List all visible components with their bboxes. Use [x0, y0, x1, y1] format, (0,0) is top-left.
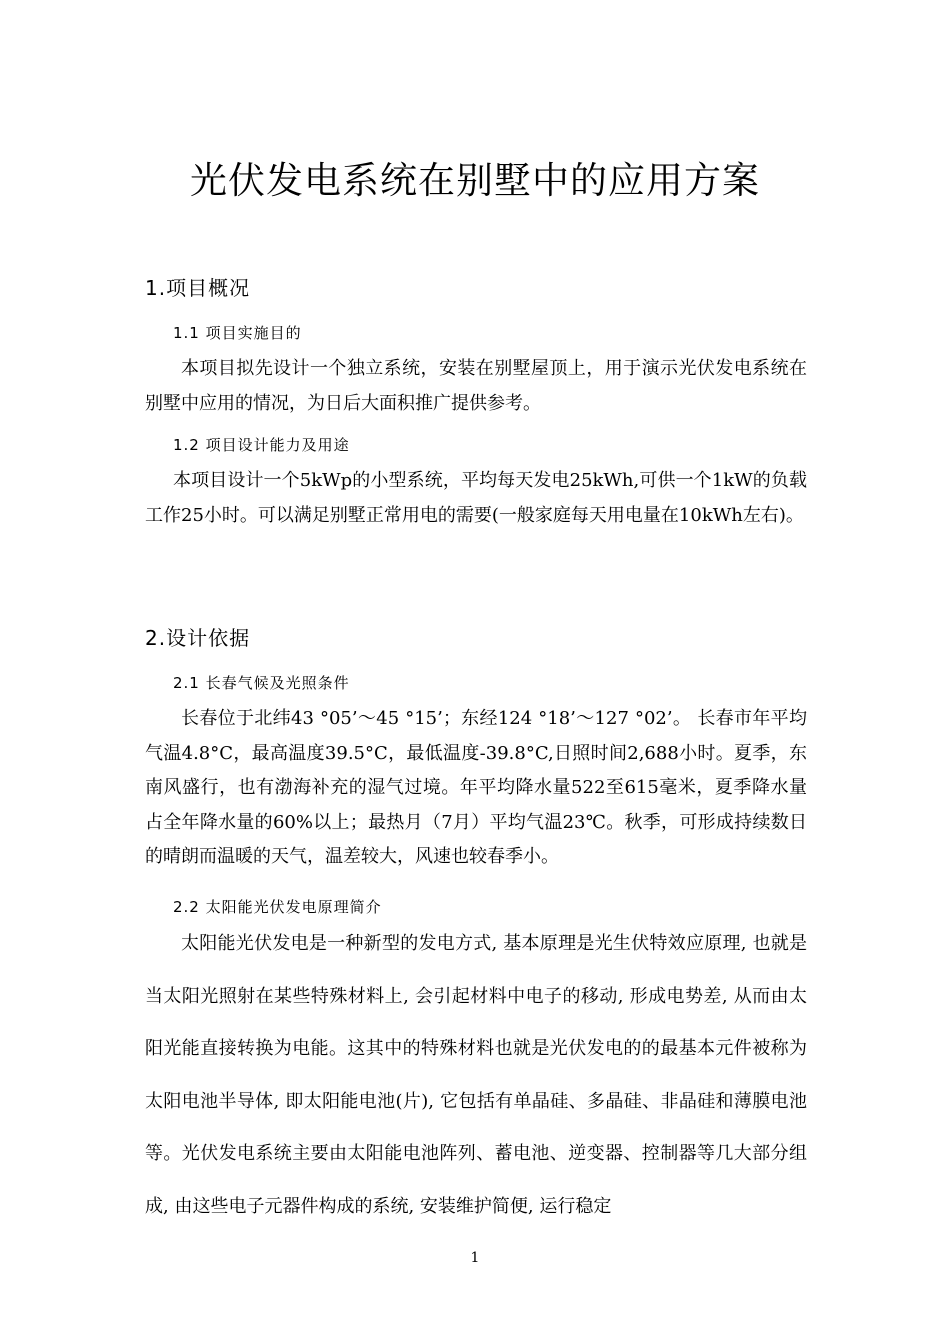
paragraph-1-2: 本项目设计一个5kWp的小型系统，平均每天发电25kWh,可供一个1kW的负载工作25小时。可以满足别墅正常用电的需要(一般家庭每天用电量在10kWh左右)。: [145, 470, 807, 526]
paragraph-1-1: 本项目拟先设计一个独立系统，安装在别墅屋顶上，用于演示光伏发电系统在别墅中应用的情况，为日后大面积推广提供参考。: [145, 358, 807, 414]
subsection-heading-2-2: 2.2 太阳能光伏发电原理简介: [173, 898, 382, 916]
paragraph-2-1: 长春位于北纬43 °05’～45 °15’；东经124 °18’～127 °02’。 长春市年平均气温4.8°C，最高温度39.5°C，最低温度-39.8°C,日照时间2,688小时。夏季，东南风盛行，也有渤海补充的湿气过境。年平均降水量522至615毫米，夏季降水量占全年降水量的60%以上；最热月（7月）平均气温23℃。秋季，可形成持续数日的晴朗而温暖的天气，温差较大，风速也较春季小。: [145, 708, 807, 867]
section-heading-1: 1.项目概况: [145, 276, 251, 300]
subsection-heading-2-1: 2.1 长春气候及光照条件: [173, 674, 350, 692]
paragraph-2-2: 太阳能光伏发电是一种新型的发电方式, 基本原理是光生伏特效应原理, 也就是当太阳光照射在某些特殊材料上, 会引起材料中电子的移动, 形成电势差, 从而由太阳光能直接转换为电能。这其中的特殊材料也就是光伏发电的的最基本元件被称为太阳电池半导体, 即太阳能电池(片), 它包括有单晶硅、多晶硅、非晶硅和薄膜电池等。光伏发电系统主要由太阳能电池阵列、蓄电池、逆变器、控制器等几大部分组成, 由这些电子元器件构成的系统, 安装维护简便, 运行稳定: [145, 933, 807, 1217]
document-title: 光伏发电系统在别墅中的应用方案: [190, 159, 760, 202]
subsection-heading-1-2: 1.2 项目设计能力及用途: [173, 436, 350, 454]
subsection-heading-1-1: 1.1 项目实施目的: [173, 324, 302, 342]
page-number: 1: [470, 1250, 480, 1266]
section-heading-2: 2.设计依据: [145, 626, 251, 650]
